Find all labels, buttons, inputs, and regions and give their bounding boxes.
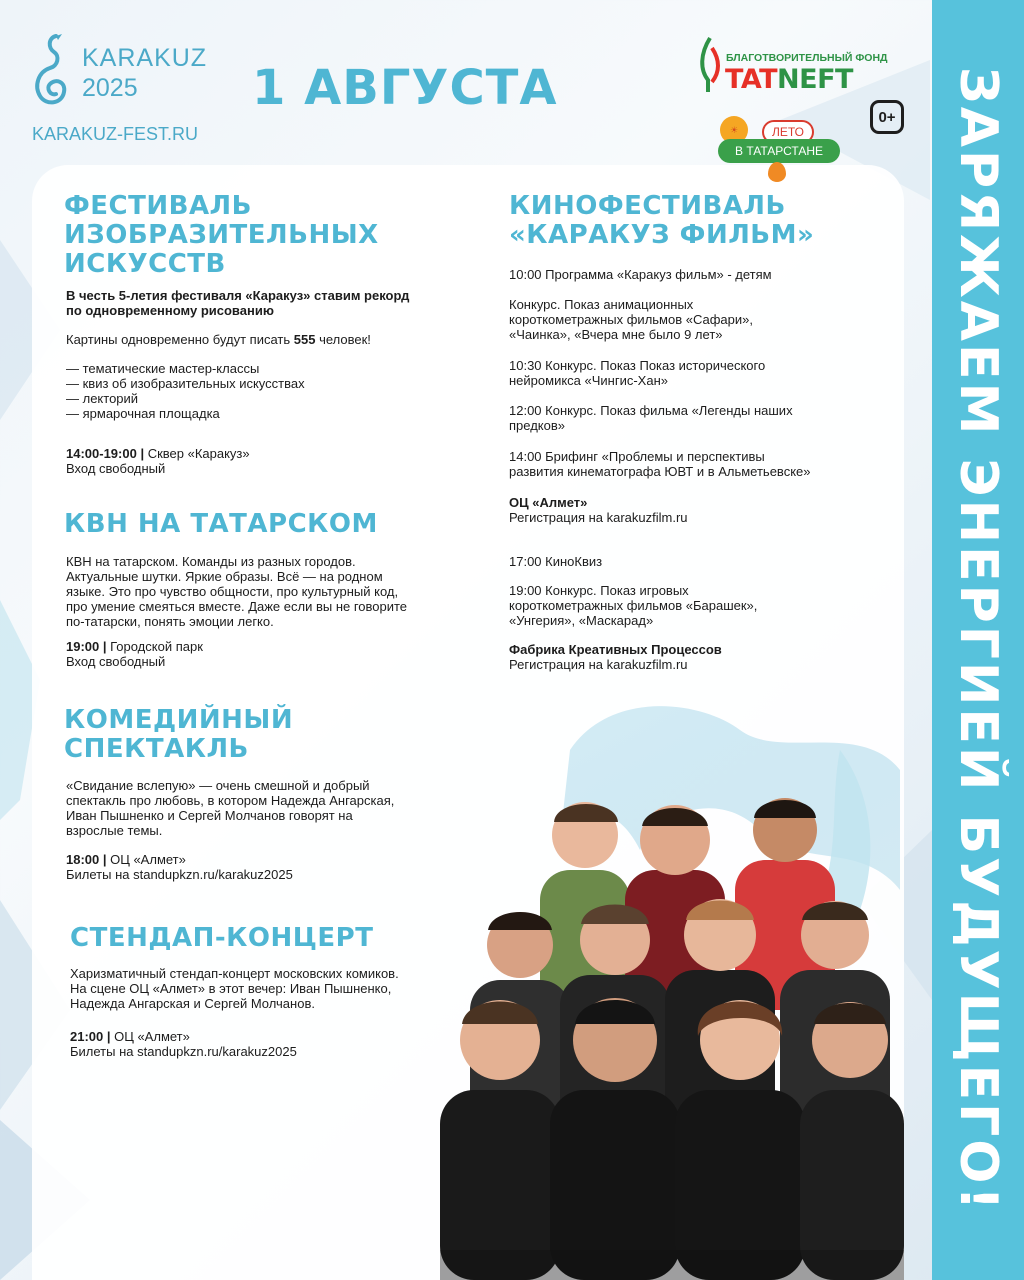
section-title-standup: СТЕНДАП-КОНЦЕРТ [70, 923, 374, 953]
film-program-kids: 10:00 Программа «Каракуз фильм» - детям [509, 267, 772, 282]
film-live-action-contest: 19:00 Конкурс. Показ игровых короткометражных фильмов «Барашек», «Унгерия», «Маскарад» [509, 583, 758, 628]
section-title-film-festival: КИНОФЕСТИВАЛЬ «КАРАКУЗ ФИЛЬМ» [509, 191, 815, 250]
section-title-fine-arts: ФЕСТИВАЛЬ ИЗОБРАЗИТЕЛЬНЫХ ИСКУССТВ [64, 191, 379, 279]
side-banner-slogan: ЗАРЯЖАЕМ ЭНЕРГИЕЙ БУДУЩЕГО! [948, 66, 1008, 1214]
film-legends-show: 12:00 Конкурс. Показ фильма «Легенды наших предков» [509, 403, 793, 433]
kvn-description: КВН на татарском. Команды из разных городов. Актуальные шутки. Яркие образы. Всё — на родном языке. Это про чувство общности, про культурный код, про умение смеяться вместе. Даже если вы не говорите по-татарски, понять эмоции легко. [66, 554, 408, 629]
sun-icon: ☀ [720, 116, 748, 144]
fine-arts-painters: Картины одновременно будут писать 555 человек! [66, 332, 371, 347]
summer-logo-top: ЛЕТО [762, 120, 814, 144]
summer-in-tatarstan-logo [718, 116, 844, 186]
list-item: — тематические мастер-классы [66, 361, 260, 376]
film-registration-link[interactable]: Регистрация на karakuzfilm.ru [509, 510, 688, 525]
film-animation-contest: Конкурс. Показ анимационных короткометражных фильмов «Сафари», «Чаинка», «Вчера мне было 9 лет» [509, 297, 753, 342]
list-item: — лекторий [66, 391, 139, 406]
side-banner [932, 0, 1024, 1280]
standup-tickets-link[interactable]: Билеты на standupkzn.ru/karakuz2025 [70, 1044, 297, 1059]
film-historical-show: 10:30 Конкурс. Показ Показ исторического нейромикса «Чингис-Хан» [509, 358, 766, 388]
site-link[interactable]: KARAKUZ-FEST.RU [32, 124, 199, 144]
section-title-comedy: КОМЕДИЙНЫЙ СПЕКТАКЛЬ [64, 705, 294, 764]
logo-year: 2025 [82, 74, 138, 102]
flame-icon [768, 162, 786, 182]
film-kinoquiz: 17:00 КиноКвиз [509, 554, 603, 569]
comedy-tickets-link[interactable]: Билеты на standupkzn.ru/karakuz2025 [66, 867, 293, 882]
partner-fund-label: БЛАГОТВОРИТЕЛЬНЫЙ ФОНД [726, 52, 888, 64]
age-rating-badge: 0+ [870, 100, 904, 134]
comedians-group-photo [440, 690, 904, 1280]
standup-schedule: 21:00 | ОЦ «Алмет» Билеты на standupkzn.ru/karakuz2025 [70, 1029, 297, 1059]
list-item: — ярмарочная площадка [66, 406, 220, 421]
fine-arts-schedule: 14:00-19:00 | Сквер «Каракуз» Вход свободный [66, 446, 250, 476]
summer-logo-bottom: В ТАТАРСТАНЕ [718, 139, 840, 163]
fine-arts-list [66, 361, 305, 421]
partner-name: TATNEFT [725, 64, 853, 95]
swan-logo-icon [30, 32, 70, 112]
event-date: 1 АВГУСТА [252, 60, 558, 116]
karakuz-logo [30, 32, 208, 117]
logo-brand: KARAKUZ [82, 44, 208, 72]
comedy-description: «Свидание вслепую» — очень смешной и добрый спектакль про любовь, в котором Надежда Ангарская, Иван Пышненко и Сергей Молчанов говорят на взрослые темы. [66, 778, 395, 838]
film-venue-almet: ОЦ «Алмет» Регистрация на karakuzfilm.ru [509, 495, 688, 525]
film-venue-factory: Фабрика Креативных Процессов Регистрация на karakuzfilm.ru [509, 642, 722, 672]
standup-description: Харизматичный стендап-концерт московских комиков. На сцене ОЦ «Алмет» в этот вечер: Иван Пышненко, Надежда Ангарская и Сергей Молчанов. [70, 966, 399, 1011]
list-item: — квиз об изобразительных искусствах [66, 376, 305, 391]
film-registration-link[interactable]: Регистрация на karakuzfilm.ru [509, 657, 688, 672]
tatneft-drop-icon [698, 36, 722, 94]
tatneft-fund-logo [698, 36, 913, 96]
comedy-schedule: 18:00 | ОЦ «Алмет» Билеты на standupkzn.ru/karakuz2025 [66, 852, 293, 882]
film-briefing: 14:00 Брифинг «Проблемы и перспективы развития кинематографа ЮВТ и в Альметьевске» [509, 449, 811, 479]
section-title-kvn: КВН НА ТАТАРСКОМ [64, 509, 378, 539]
kvn-schedule: 19:00 | Городской парк Вход свободный [66, 639, 203, 669]
fine-arts-lead: В честь 5-летия фестиваля «Каракуз» ставим рекорд по одновременному рисованию [66, 288, 410, 318]
